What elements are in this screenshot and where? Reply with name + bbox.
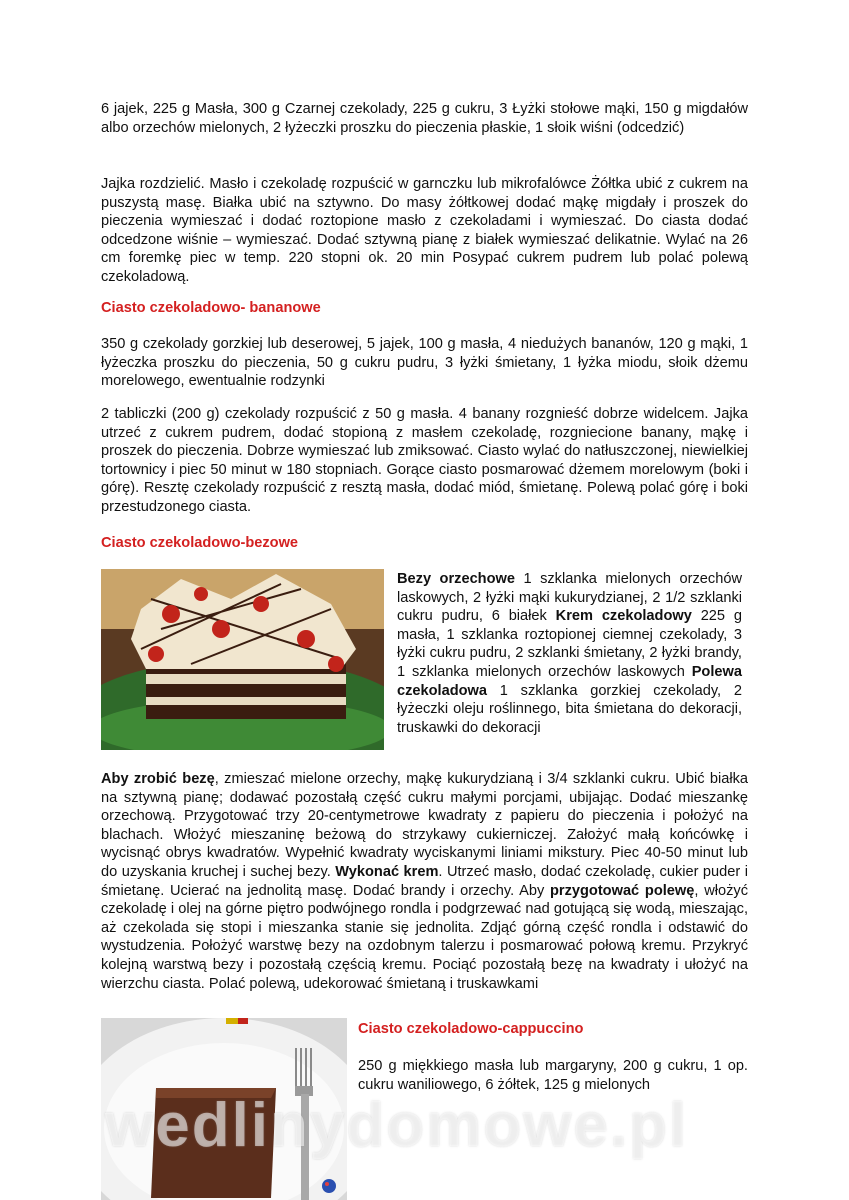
- recipe3-title: Ciasto czekoladowo-bezowe: [101, 535, 299, 551]
- recipe4-title: Ciasto czekoladowo-cappuccino: [358, 1021, 584, 1037]
- bezy-label: Bezy orzechowe: [397, 571, 515, 587]
- polewa-label: Polewa czekoladowa: [397, 663, 742, 699]
- polewa-text: 1 szklanka gorzkiej czekolady, 2 łyżeczki oleju roślinnego, bita śmietana do dekoracji, truskawki do dekoracji: [397, 682, 742, 736]
- bezy-text: 1 szklanka mielonych orzechów laskowych, 2 łyżki mąki kukurydzianej, 2 1/2 szklanki cukru pudru, 6 białek: [397, 571, 742, 625]
- recipe2-method: 2 tabliczki (200 g) czekolady rozpuścić z 50 g masła. 4 banany rozgnieść dobrze widelcem. Jajka utrzeć z cukrem pudrem, dodać stopioną z masłem czekoladę, rozgniecione banany, mąkę i proszek do pieczenia. Dobrze wymieszać lub zmiksować. Ciasto wylać do natłuszczonej, niewielkiej tortownicy i piec 50 minut w 180 stopniach. Gorące ciasto posmarować dżemem morelowym (boki i górę). Resztę czekolady rozpuścić z resztą masła, dodać miód, śmietanę. Polewą polać górę i boki przestudzonego ciasta.: [101, 406, 748, 515]
- watermark: wedlinydomowe.pl: [105, 1091, 689, 1160]
- recipe2-title: Ciasto czekoladowo- bananowe: [101, 300, 321, 316]
- meringue-cake-photo: [101, 569, 384, 750]
- krem-label: Krem czekoladowy: [555, 608, 692, 625]
- method-polewa-label: przygotować polewę: [549, 882, 695, 899]
- method-krem-label: Wykonać krem: [335, 863, 439, 880]
- recipe4-ingredients: 250 g miękkiego masła lub margaryny, 200 g cukru, 1 op. cukru waniliowego, 6 żółtek, 125 g mielonych: [358, 1058, 748, 1093]
- recipe3-method: [101, 770, 748, 993]
- method-bezy-label: Aby zrobić bezę: [101, 771, 215, 787]
- recipe2-ingredients: 350 g czekolady gorzkiej lub deserowej, 5 jajek, 100 g masła, 4 niedużych bananów, 120 g mąki, 1 łyżeczka proszku do pieczenia, 50 g cukru pudru, 3 łyżki śmietany, 1 łyżka miodu, słoik dżemu morelowego, ewentualnie rodzynki: [101, 336, 748, 390]
- recipe3-ingredients: [397, 570, 742, 737]
- method-polewa-text: , włożyć czekoladę i olej na górne piętro podwójnego rondla i podgrzewać nad gotującą się wodą, mieszając, aż czekolada się stopi i mieszanka stanie się jednolita. Zdjąć górną część rondla i odstawić do wystudzenia. Położyć warstwę bezy na ozdobnym talerzu i posmarować połową kremu. Przykryć kolejną warstwą bezy i pozostałą częścią kremu. Pociąć pozostałą bezę na kwadraty i ułożyć na wierzchu ciasta. Polać polewą, udekorować śmietaną i truskawkami: [101, 882, 748, 992]
- recipe1-ingredients: 6 jajek, 225 g Masła, 300 g Czarnej czekolady, 225 g cukru, 3 Łyżki stołowe mąki, 150 g migdałów albo orzechów mielonych, 2 łyżeczki proszku do pieczenia płaskie, 1 słoik wiśni (odcedzić): [101, 101, 748, 136]
- cappuccino-cake-photo: [101, 1018, 347, 1200]
- method-krem-text: . Utrzeć masło, dodać czekoladę, cukier puder i śmietanę. Ucierać na jednolitą masę. Dodać brandy i orzechy. Aby: [101, 863, 748, 899]
- recipe1-method: Jajka rozdzielić. Masło i czekoladę rozpuścić w garnczku lub mikrofalówce Żółtka ubić z cukrem na puszystą masę. Białka ubić na sztywno. Do masy żółtkowej dodać mąkę migdały i proszek do pieczenia wymieszać i dodać roztopione masło z czekoladami i wymieszać. Do ciasta dodać odcedzone wiśnie – wymieszać. Dodać sztywną pianę z białek wymieszać delikatnie. Wylać na 26 cm foremkę piec w temp. 220 stopni ok. 20 min Posypać cukrem pudrem lub polać polewą czekoladową.: [101, 176, 748, 285]
- krem-text: 225 g masła, 1 szklanka roztopionej ciemnej czekolady, 3 łyżki cukru pudru, 2 szklanki śmietany, 2 łyżki brandy, 1 szklanka mielonych orzechów laskowych: [397, 608, 742, 680]
- method-bezy-text: , zmieszać mielone orzechy, mąkę kukurydzianą i 3/4 szklanki cukru. Ubić białka na sztywną pianę; dodawać pozostałą część cukru małymi porcjami, ubijając. Dodać mieszankę orzechową. Przygotować trzy 20-centymetrowe kwadraty z papieru do pieczenia i położyć na blachach. Włożyć mieszaninę beżową do strzykawy cukierniczej. Założyć małą końcówkę i wycisnąć obrys kwadratów. Wypełnić kwadraty wyciskanymi liniami mikstury. Piec 40-50 minut lub do uzyskania kruchej i suchej bezy.: [101, 771, 748, 880]
